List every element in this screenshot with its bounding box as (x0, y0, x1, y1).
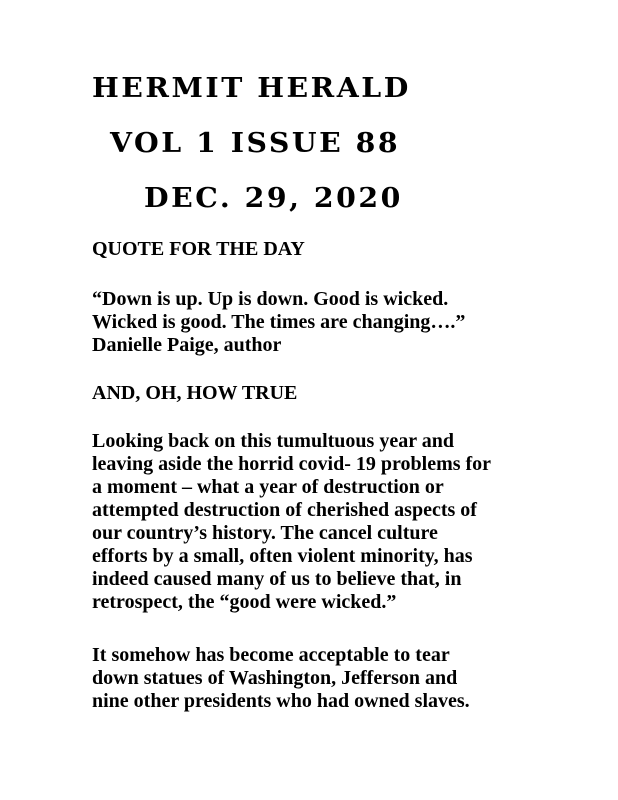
quote-section-heading: QUOTE FOR THE DAY (92, 238, 305, 260)
commentary-heading: AND, OH, HOW TRUE (92, 382, 298, 404)
paragraph-line: nine other presidents who had owned slaves. (92, 690, 470, 712)
paragraph-line: efforts by a small, often violent minority, has (92, 545, 473, 567)
paragraph-line: attempted destruction of cherished aspects of (92, 499, 477, 521)
quote-attribution: Danielle Paige, author (92, 334, 282, 356)
newsletter-title: HERMIT HERALD (92, 73, 411, 104)
paragraph-line: retrospect, the “good were wicked.” (92, 591, 397, 613)
quote-line: “Down is up. Up is down. Good is wicked. (92, 288, 449, 310)
paragraph-line: indeed caused many of us to believe that, in (92, 568, 462, 590)
paragraph-2 (92, 644, 470, 713)
paragraph-1 (92, 430, 491, 614)
paragraph-line: Looking back on this tumultuous year and (92, 430, 454, 452)
issue-date: DEC. 29, 2020 (144, 183, 403, 214)
volume-issue: VOL 1 ISSUE 88 (110, 128, 401, 159)
paragraph-line: a moment – what a year of destruction or (92, 476, 444, 498)
quote-line: Wicked is good. The times are changing….” (92, 311, 466, 333)
paragraph-line: leaving aside the horrid covid- 19 problems for (92, 453, 492, 475)
paragraph-line: down statues of Washington, Jefferson and (92, 667, 458, 689)
paragraph-line: our country’s history. The cancel culture (92, 522, 438, 544)
paragraph-line: It somehow has become acceptable to tear (92, 644, 450, 666)
